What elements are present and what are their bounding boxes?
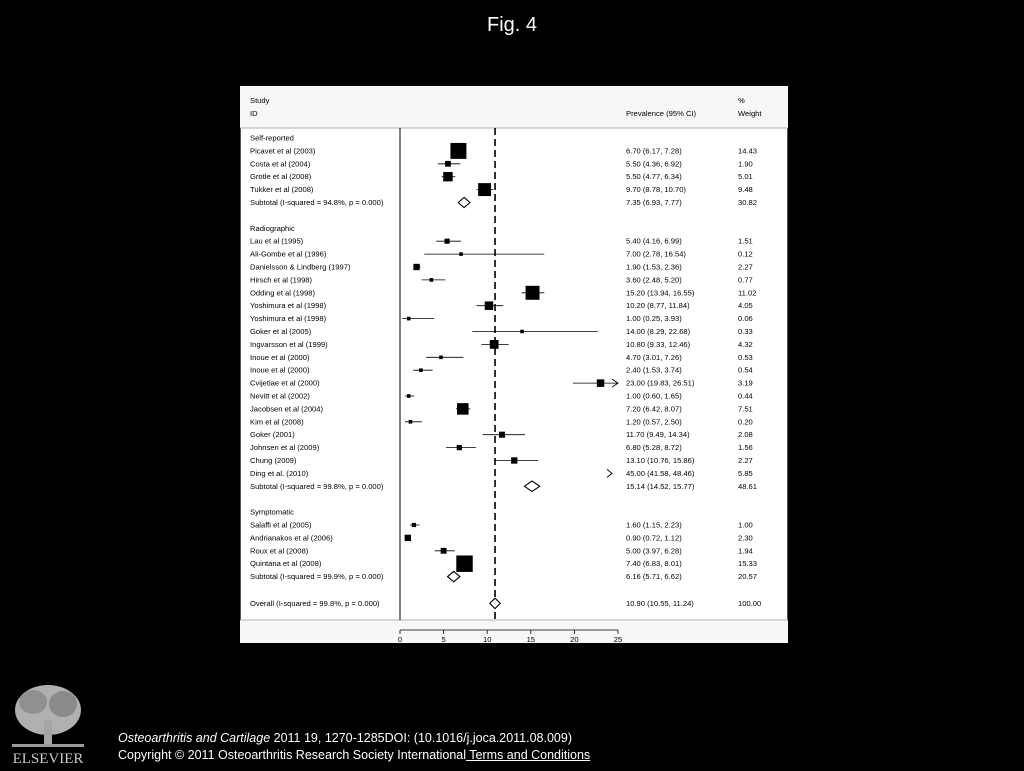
subtotal-weight: 30.82 <box>738 198 758 207</box>
subtotal-ci-text: 7.35 (6.93, 7.77) <box>626 198 682 207</box>
study-weight-box <box>405 535 411 541</box>
study-weight: 2.27 <box>738 262 753 272</box>
study-weight: 0.77 <box>738 275 753 285</box>
study-weight-box <box>445 239 450 244</box>
study-weight: 0.06 <box>738 314 753 324</box>
study-weight-box <box>409 420 413 424</box>
study-ci-text: 1.20 (0.57, 2.50) <box>626 417 682 427</box>
study-label: Kim et al (2008) <box>250 417 304 427</box>
study-label: Yoshimura et al (1998) <box>250 301 327 311</box>
study-label: Goker (2001) <box>250 430 295 440</box>
study-label: Goker et al (2005) <box>250 327 312 336</box>
study-label: Ding et al. (2010) <box>250 468 309 478</box>
study-weight-box <box>499 432 505 438</box>
study-label: Nevitt et al (2002) <box>250 391 310 401</box>
study-ci-text: 2.40 (1.53, 3.74) <box>626 365 682 375</box>
subtotal-diamond <box>458 197 470 207</box>
header-weight: Weight <box>738 109 762 118</box>
study-label: Quintana et al (2008) <box>250 559 322 569</box>
study-ci-text: 6.70 (6.17, 7.28) <box>626 146 682 156</box>
study-ci-text: 1.00 (0.60, 1.65) <box>626 391 682 401</box>
study-weight: 0.53 <box>738 352 753 362</box>
citation-line <box>118 731 572 745</box>
x-tick-label: 10 <box>482 635 492 643</box>
study-ci-text: 0.90 (0.72, 1.12) <box>626 533 682 543</box>
study-ci-text: 7.40 (6.83, 8.01) <box>626 559 682 569</box>
study-weight: 0.54 <box>738 365 753 375</box>
study-weight-box <box>520 330 524 334</box>
study-weight-box <box>419 368 423 372</box>
tree-logo-icon <box>8 680 88 766</box>
study-ci-text: 14.00 (8.29, 22.68) <box>626 327 691 336</box>
subtotal-label: Subtotal (I-squared = 99.9%, p = 0.000) <box>250 572 384 582</box>
study-ci-text: 5.50 (4.36, 6.92) <box>626 159 682 169</box>
header-weight-percent: % <box>738 96 745 105</box>
study-ci-text: 9.70 (8.78, 10.70) <box>626 185 686 195</box>
study-weight-box <box>457 445 462 450</box>
terms-link[interactable]: Terms and Conditions <box>466 748 591 762</box>
study-weight: 1.51 <box>738 236 753 246</box>
axis-band <box>240 620 788 643</box>
group-heading: Radiographic <box>250 223 295 233</box>
header-band <box>240 86 788 128</box>
subtotal-weight: 48.61 <box>738 481 758 491</box>
study-weight-box <box>439 356 443 360</box>
study-ci-text: 1.90 (1.53, 2.36) <box>626 262 682 272</box>
citation-details: 2011 19, 1270-1285DOI: (10.1016/j.joca.2011.08.009) <box>270 731 572 745</box>
study-ci-text: 23.00 (19.83, 26.51) <box>626 378 695 388</box>
study-weight: 4.32 <box>738 339 753 349</box>
journal-name: Osteoarthritis and Cartilage <box>118 731 271 745</box>
study-ci-text: 5.00 (3.97, 6.28) <box>626 546 682 556</box>
study-label: Picavet et al (2003) <box>250 146 316 156</box>
subtotal-label: Subtotal (I-squared = 99.8%, p = 0.000) <box>250 481 384 491</box>
study-weight-box <box>407 394 411 398</box>
copyright-text: Copyright © 2011 Osteoarthritis Research Society International <box>118 748 467 762</box>
copyright-line <box>118 748 590 762</box>
study-weight: 9.48 <box>738 185 753 195</box>
study-weight-box <box>441 548 447 554</box>
study-ci-text: 1.00 (0.25, 3.93) <box>626 314 682 324</box>
study-weight: 2.30 <box>738 533 753 543</box>
logo-wordmark: ELSEVIER <box>12 751 84 766</box>
study-weight: 1.56 <box>738 443 753 453</box>
study-label: Chung (2009) <box>250 456 297 465</box>
study-label: Tukker et al (2008) <box>250 185 314 195</box>
study-ci-text: 7.20 (6.42, 8.07) <box>626 404 682 414</box>
study-ci-text: 10.20 (8.77, 11.84) <box>626 301 690 311</box>
study-label: Roux et al (2008) <box>250 546 309 556</box>
study-weight: 4.05 <box>738 301 753 311</box>
subtotal-diamond <box>448 571 460 581</box>
study-ci-text: 10.80 (9.33, 12.46) <box>626 339 691 349</box>
subtotal-ci-text: 6.16 (5.71, 6.62) <box>626 572 682 582</box>
study-weight-box <box>407 317 411 321</box>
study-weight: 1.94 <box>738 546 753 556</box>
subtotal-weight: 20.57 <box>738 572 758 582</box>
study-ci-text: 15.20 (13.94, 16.55) <box>626 288 695 298</box>
study-label: Jacobsen et al (2004) <box>250 404 324 414</box>
study-weight-box <box>459 252 463 256</box>
study-ci-text: 6.80 (5.28, 8.72) <box>626 443 682 453</box>
study-weight-box <box>445 161 451 167</box>
study-ci-text: 3.60 (2.48, 5.20) <box>626 275 682 285</box>
study-ci-text: 4.70 (3.01, 7.26) <box>626 352 682 362</box>
study-weight: 3.19 <box>738 378 753 388</box>
study-weight-box <box>430 278 434 282</box>
study-ci-text: 13.10 (10.76, 15.86) <box>626 456 695 465</box>
study-ci-text: 5.50 (4.77, 6.34) <box>626 172 682 182</box>
figure-title: Fig. 4 <box>486 14 538 36</box>
subtotal-label: Subtotal (I-squared = 94.8%, p = 0.000) <box>250 198 384 207</box>
study-weight-box <box>511 457 517 463</box>
study-weight: 1.00 <box>738 520 753 530</box>
study-label: Ingvarsson et al (1999) <box>250 339 328 349</box>
group-heading: Self-reported <box>250 133 294 143</box>
study-label: Inoue et al (2000) <box>250 365 310 375</box>
study-label: Costa et al (2004) <box>250 159 311 169</box>
study-weight-box <box>450 143 466 159</box>
study-label: Ali-Gombe et al (1996) <box>250 249 327 259</box>
study-weight-box <box>443 172 452 181</box>
elsevier-logo <box>8 680 88 766</box>
study-weight-box <box>485 301 493 309</box>
study-ci-text: 5.40 (4.16, 6.99) <box>626 236 682 246</box>
study-weight-box <box>413 264 419 270</box>
study-weight: 0.12 <box>738 249 753 259</box>
overall-diamond <box>490 598 500 608</box>
study-label: Salaffi et al (2005) <box>250 520 312 530</box>
study-label: Andrianakos et al (2006) <box>250 533 333 543</box>
study-weight: 0.33 <box>738 327 753 336</box>
plot-frame <box>241 87 788 643</box>
study-ci-text: 1.60 (1.15, 2.23) <box>626 520 682 530</box>
x-tick-label: 25 <box>613 635 623 643</box>
forest-plot <box>240 86 788 643</box>
study-ci-text: 11.70 (9.49, 14.34) <box>626 430 690 440</box>
study-weight: 5.85 <box>738 468 753 478</box>
study-weight: 7.51 <box>738 404 753 414</box>
header-prevalence: Prevalence (95% CI) <box>626 109 697 118</box>
study-label: Hirsch et al (1998) <box>250 275 313 285</box>
study-weight: 11.02 <box>738 288 757 298</box>
study-weight-box <box>478 183 491 196</box>
x-tick-label: 0 <box>397 635 403 643</box>
study-label: Danielsson & Lindberg (1997) <box>250 262 351 272</box>
study-label: Grotle et al (2008) <box>250 172 312 182</box>
study-weight: 0.20 <box>738 417 753 427</box>
overall-label: Overall (I-squared = 99.8%, p = 0.000) <box>250 598 380 608</box>
study-weight: 2.27 <box>738 456 753 465</box>
group-heading: Symptomatic <box>250 507 294 517</box>
header-id: ID <box>250 109 258 118</box>
study-weight: 2.08 <box>738 430 753 440</box>
overall-weight: 100.00 <box>738 598 762 608</box>
x-tick-label: 5 <box>441 635 446 643</box>
study-weight-box <box>490 340 499 349</box>
study-weight: 1.90 <box>738 159 753 169</box>
study-label: Johnsen et al (2009) <box>250 443 320 453</box>
overall-ci-text: 10.90 (10.55, 11.24) <box>626 598 694 608</box>
study-weight-box <box>456 555 472 571</box>
forest-plot-panel <box>240 86 788 643</box>
study-weight: 15.33 <box>738 559 758 569</box>
study-label: Odding et al (1998) <box>250 288 316 298</box>
study-weight-box <box>597 379 605 387</box>
study-weight: 14.43 <box>738 146 758 156</box>
study-label: Cvijetiae et al (2000) <box>250 378 320 388</box>
header-study: Study <box>250 96 270 105</box>
x-tick-label: 15 <box>526 635 536 643</box>
study-ci-text: 45.00 (41.58, 48.46) <box>626 468 695 478</box>
subtotal-ci-text: 15.14 (14.52, 15.77) <box>626 481 695 491</box>
study-label: Lau et al (1995) <box>250 236 304 246</box>
study-weight: 5.01 <box>738 172 753 182</box>
study-label: Yoshimura et al (1998) <box>250 314 327 324</box>
study-weight-box <box>526 286 540 300</box>
study-ci-text: 7.00 (2.78, 16.54) <box>626 249 686 259</box>
study-weight: 0.44 <box>738 391 753 401</box>
subtotal-diamond <box>524 481 539 491</box>
off-scale-arrow-icon <box>607 469 612 477</box>
x-tick-label: 20 <box>570 635 579 643</box>
study-label: Inoue et al (2000) <box>250 352 310 362</box>
study-weight-box <box>457 403 469 415</box>
study-weight-box <box>412 523 416 527</box>
